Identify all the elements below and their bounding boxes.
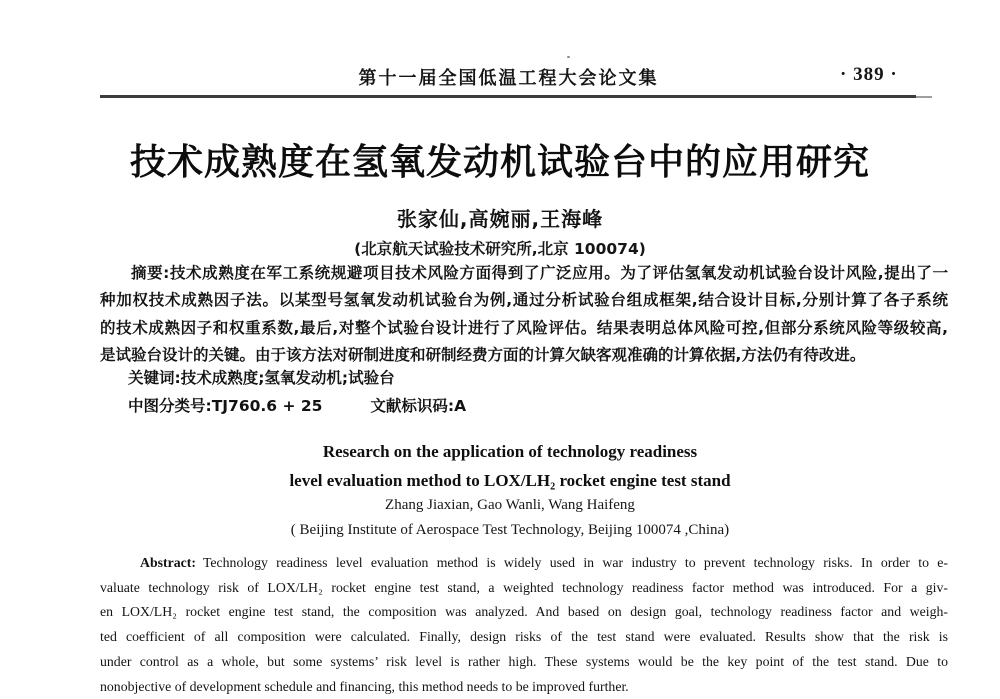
abstract-cn-text-1: 技术成熟度在军工系统规避项目技术风险方面得到了广泛应用。为了评估氢氧发动机试验台设计风险,提出了一 <box>169 264 948 282</box>
abstract-cn-label: 摘要: <box>131 264 170 282</box>
clc-value: TJ760.6 + 25 <box>211 397 323 415</box>
abstract-en-line-2: valuate technology risk of LOX/LH₂ rocket engine test stand, a weighted technology readiness factor method was introduced. For a giv- <box>100 579 948 595</box>
doc-code-value: A <box>454 397 467 415</box>
clc-label: 中图分类号: <box>128 397 212 415</box>
paper-title-cn: 技术成熟度在氢氧发动机试验台中的应用研究 <box>129 142 870 183</box>
abstract-cn <box>100 260 948 370</box>
affiliation-en: ( Beijing Institute of Aerospace Test Technology, Beijing 100074 ,China) <box>290 522 730 538</box>
scan-noise-dot <box>567 56 570 58</box>
keywords-label: 关键词: <box>128 369 181 387</box>
paper-title-en <box>30 437 990 495</box>
header-proceedings-title: 第十一届全国低温工程大会论文集 <box>358 68 659 89</box>
abstract-cn-line-1 <box>100 260 948 287</box>
abstract-cn-line-4: 是试验台设计的关键。由于该方法对研制进度和研制经费方面的计算欠缺客观准确的计算依据,方法仍有待改进。 <box>100 346 866 365</box>
paper-title-en-line1: Research on the application of technology readiness <box>322 442 698 461</box>
paper-title-en-line2: level evaluation method to LOX/LH₂ rocket engine test stand <box>289 471 731 490</box>
abstract-en <box>100 551 948 699</box>
abstract-en-text-1: Technology readiness level evaluation method is widely used in war industry to prevent technology risks. In order to e- <box>202 555 948 570</box>
clc-line <box>100 394 948 416</box>
abstract-en-line-5: under control as a whole, but some systems’ risk level is rather high. These systems would be the key point of the test stand. Due to <box>100 653 948 669</box>
doc-code-label: 文献标识码: <box>370 397 455 415</box>
header-rule <box>100 95 916 98</box>
abstract-en-line-4: ted coefficient of all composition were calculated. Finally, design risks of the test stand were evaluated. Results show that the risk is <box>100 629 948 645</box>
authors-en: Zhang Jiaxian, Gao Wanli, Wang Haifeng <box>385 497 635 513</box>
abstract-cn-line-2: 种加权技术成熟因子法。以某型号氢氧发动机试验台为例,通过分析试验台组成框架,结合设计目标,分别计算了各子系统 <box>100 291 948 310</box>
authors-cn: 张家仙,高婉丽,王海峰 <box>396 207 604 231</box>
abstract-en-label: Abstract: <box>140 555 196 570</box>
keywords-line <box>100 366 948 388</box>
header-rule-tail <box>916 96 932 98</box>
affiliation-cn: (北京航天试验技术研究所,北京 100074) <box>354 240 646 258</box>
abstract-cn-line-3: 的技术成熟因子和权重系数,最后,对整个试验台设计进行了风险评估。结果表明总体风险可控,但部分系统风险等级较高, <box>100 318 948 337</box>
abstract-en-line-1 <box>100 551 948 576</box>
abstract-en-line-3: en LOX/LH₂ rocket engine test stand, the composition was analyzed. And based on design goal, technology readiness factor and weigh- <box>100 604 948 620</box>
abstract-en-line-6: nonobjective of development schedule and financing, this method needs to be improved further. <box>100 678 629 694</box>
keywords-value: 技术成熟度;氢氧发动机;试验台 <box>180 369 395 387</box>
header-page-number: · 389 · <box>840 64 898 85</box>
